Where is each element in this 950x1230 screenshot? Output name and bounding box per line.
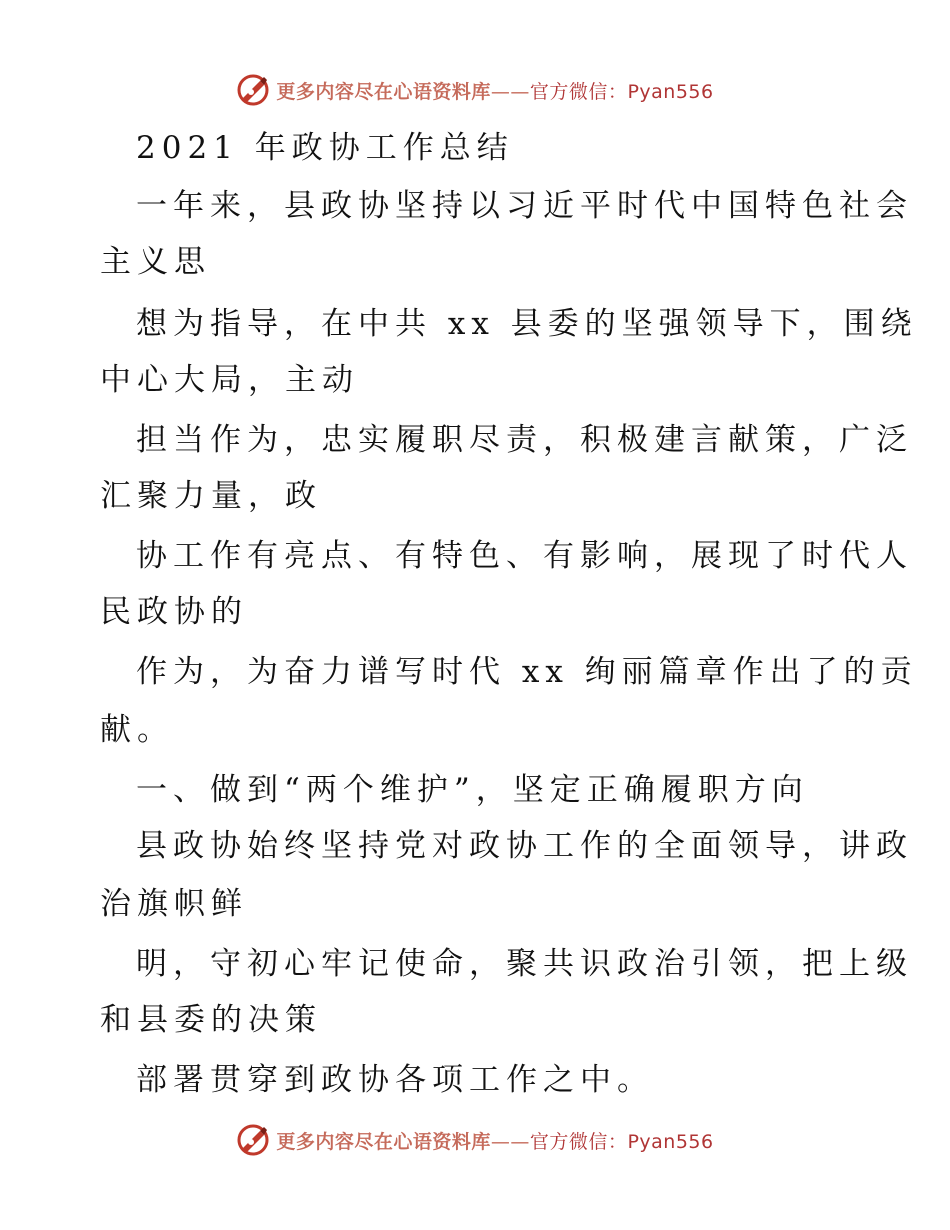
watermark-main-text: 更多内容尽在心语资料库 (276, 80, 491, 103)
paragraph-line: 汇聚力量，政 (100, 478, 322, 514)
paragraph-line: 献。 (100, 712, 174, 748)
paragraph-line: 和县委的决策 (100, 1002, 322, 1038)
watermark-wechat-id: Pyan556 (627, 80, 714, 103)
paragraph-line: 作为，为奋力谱写时代 xx 绚丽篇章作出了的贡 (136, 654, 918, 690)
section-heading: 一、做到“两个维护”，坚定正确履职方向 (136, 772, 809, 808)
watermark-dash: —— (490, 1130, 530, 1153)
paragraph-line: 一年来，县政协坚持以习近平时代中国特色社会 (136, 188, 913, 224)
paragraph-line: 治旗帜鲜 (100, 886, 248, 922)
document-title: 2021 年政协工作总结 (136, 130, 514, 166)
paragraph-line: 明，守初心牢记使命，聚共识政治引领，把上级 (136, 946, 913, 982)
watermark-main-text: 更多内容尽在心语资料库 (276, 1130, 491, 1153)
watermark-sub-text: 官方微信： (529, 1130, 628, 1153)
paragraph-line: 部署贯穿到政协各项工作之中。 (136, 1062, 654, 1098)
watermark-dash: —— (490, 80, 530, 103)
watermark-sub-text: 官方微信： (529, 80, 628, 103)
watermark-wechat-id: Pyan556 (627, 1130, 714, 1153)
footer-watermark (0, 1120, 950, 1160)
paragraph-line: 想为指导，在中共 xx 县委的坚强领导下，围绕 (136, 306, 918, 342)
paragraph-line: 担当作为，忠实履职尽责，积极建言献策，广泛 (136, 422, 913, 458)
paragraph-line: 县政协始终坚持党对政协工作的全面领导，讲政 (136, 828, 913, 864)
paragraph-line: 民政协的 (100, 594, 248, 630)
paragraph-line: 中心大局，主动 (100, 362, 359, 398)
paragraph-line: 主义思 (100, 244, 211, 280)
pen-logo-icon (236, 1123, 270, 1157)
paragraph-line: 协工作有亮点、有特色、有影响，展现了时代人 (136, 538, 913, 574)
